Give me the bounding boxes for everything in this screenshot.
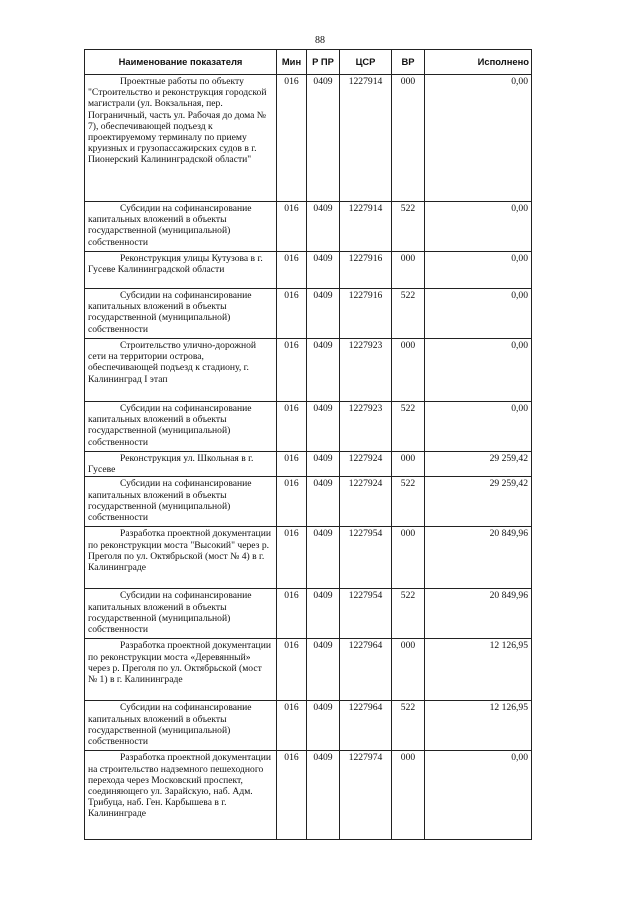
row-value: 20 849,96 xyxy=(425,527,532,589)
header-name: Наименование показателя xyxy=(85,50,277,75)
table-row xyxy=(85,75,532,202)
row-value: 12 126,95 xyxy=(425,701,532,751)
row-vr: 000 xyxy=(392,75,425,202)
row-csr: 1227923 xyxy=(340,402,392,452)
row-rpr: 0409 xyxy=(307,75,340,202)
row-min: 016 xyxy=(277,402,307,452)
row-value: 20 849,96 xyxy=(425,589,532,639)
row-csr: 1227954 xyxy=(340,589,392,639)
row-name: Разработка проектной документации по реконструкции моста "Высокий" через р. Преголя по ул. Октябрьской (мост № 4) в г. Калининграде xyxy=(85,527,277,589)
row-value: 0,00 xyxy=(425,75,532,202)
row-min: 016 xyxy=(277,589,307,639)
row-rpr: 0409 xyxy=(307,589,340,639)
row-rpr: 0409 xyxy=(307,202,340,252)
table-row xyxy=(85,289,532,339)
table-row xyxy=(85,339,532,402)
row-min: 016 xyxy=(277,252,307,289)
row-name: Субсидии на софинансирование капитальных вложений в объекты государственной (муниципальной) собственности xyxy=(85,402,277,452)
row-vr: 000 xyxy=(392,339,425,402)
page-number: 88 xyxy=(315,35,325,46)
row-rpr: 0409 xyxy=(307,452,340,477)
row-rpr: 0409 xyxy=(307,402,340,452)
row-vr: 000 xyxy=(392,527,425,589)
table-header-row xyxy=(85,50,532,75)
row-name: Субсидии на софинансирование капитальных вложений в объекты государственной (муниципальной) собственности xyxy=(85,701,277,751)
row-rpr: 0409 xyxy=(307,289,340,339)
row-vr: 522 xyxy=(392,589,425,639)
row-csr: 1227964 xyxy=(340,639,392,701)
row-name: Разработка проектной документации по реконструкции моста «Деревянный» через р. Преголя по ул. Октябрьской (мост № 1) в г. Калининграде xyxy=(85,639,277,701)
row-min: 016 xyxy=(277,527,307,589)
row-vr: 522 xyxy=(392,477,425,527)
row-value: 0,00 xyxy=(425,402,532,452)
table-row xyxy=(85,639,532,701)
header-rpr: Р ПР xyxy=(307,50,340,75)
header-value: Исполнено xyxy=(425,50,532,75)
row-name: Реконструкция ул. Школьная в г. Гусеве xyxy=(85,452,277,477)
row-min: 016 xyxy=(277,477,307,527)
row-min: 016 xyxy=(277,639,307,701)
header-csr: ЦСР xyxy=(340,50,392,75)
row-csr: 1227923 xyxy=(340,339,392,402)
row-min: 016 xyxy=(277,339,307,402)
row-name: Разработка проектной документации на строительство надземного пешеходного перехода через Московский проспект, соединяющего ул. Зарайскую, наб. Адм. Трибуца, наб. Ген. Карбышева в г. Калининграде xyxy=(85,751,277,840)
row-min: 016 xyxy=(277,202,307,252)
table-row xyxy=(85,252,532,289)
row-vr: 522 xyxy=(392,402,425,452)
table-row xyxy=(85,477,532,527)
row-csr: 1227916 xyxy=(340,289,392,339)
row-value: 0,00 xyxy=(425,339,532,402)
row-min: 016 xyxy=(277,701,307,751)
row-rpr: 0409 xyxy=(307,639,340,701)
row-value: 12 126,95 xyxy=(425,639,532,701)
row-vr: 522 xyxy=(392,701,425,751)
row-value: 0,00 xyxy=(425,751,532,840)
row-name: Субсидии на софинансирование капитальных вложений в объекты государственной (муниципальной) собственности xyxy=(85,289,277,339)
row-name: Проектные работы по объекту "Строительство и реконструкция городской магистрали (ул. Вокзальная, пер. Пограничный, часть ул. Рабочая до дома № 7), обеспечивающей подъезд к проектируемому терминалу по приему круизных и грузопассажирских судов в г. Пионерский Калининградской области" xyxy=(85,75,277,202)
row-csr: 1227964 xyxy=(340,701,392,751)
row-value: 29 259,42 xyxy=(425,452,532,477)
table-row xyxy=(85,589,532,639)
row-rpr: 0409 xyxy=(307,252,340,289)
row-rpr: 0409 xyxy=(307,339,340,402)
row-csr: 1227914 xyxy=(340,75,392,202)
table-row xyxy=(85,751,532,840)
row-value: 0,00 xyxy=(425,202,532,252)
row-vr: 000 xyxy=(392,639,425,701)
table-row xyxy=(85,527,532,589)
table-row xyxy=(85,452,532,477)
row-value: 29 259,42 xyxy=(425,477,532,527)
header-min: Мин xyxy=(277,50,307,75)
row-vr: 000 xyxy=(392,452,425,477)
row-min: 016 xyxy=(277,289,307,339)
row-min: 016 xyxy=(277,452,307,477)
row-name: Реконструкция улицы Кутузова в г. Гусеве Калининградской области xyxy=(85,252,277,289)
row-name: Субсидии на софинансирование капитальных вложений в объекты государственной (муниципальной) собственности xyxy=(85,477,277,527)
row-vr: 000 xyxy=(392,751,425,840)
row-csr: 1227974 xyxy=(340,751,392,840)
row-csr: 1227954 xyxy=(340,527,392,589)
row-value: 0,00 xyxy=(425,252,532,289)
row-csr: 1227924 xyxy=(340,477,392,527)
row-csr: 1227916 xyxy=(340,252,392,289)
row-vr: 000 xyxy=(392,252,425,289)
row-csr: 1227924 xyxy=(340,452,392,477)
table-row xyxy=(85,402,532,452)
row-rpr: 0409 xyxy=(307,751,340,840)
row-vr: 522 xyxy=(392,289,425,339)
row-min: 016 xyxy=(277,75,307,202)
row-value: 0,00 xyxy=(425,289,532,339)
row-csr: 1227914 xyxy=(340,202,392,252)
row-rpr: 0409 xyxy=(307,701,340,751)
row-vr: 522 xyxy=(392,202,425,252)
row-rpr: 0409 xyxy=(307,477,340,527)
row-min: 016 xyxy=(277,751,307,840)
row-name: Строительство улично-дорожной сети на территории острова, обеспечивающей подъезд к стадиону, г. Калининград I этап xyxy=(85,339,277,402)
row-name: Субсидии на софинансирование капитальных вложений в объекты государственной (муниципальной) собственности xyxy=(85,589,277,639)
header-vr: ВР xyxy=(392,50,425,75)
table-row xyxy=(85,202,532,252)
row-name: Субсидии на софинансирование капитальных вложений в объекты государственной (муниципальной) собственности xyxy=(85,202,277,252)
budget-table xyxy=(84,49,532,840)
table-row xyxy=(85,701,532,751)
row-rpr: 0409 xyxy=(307,527,340,589)
